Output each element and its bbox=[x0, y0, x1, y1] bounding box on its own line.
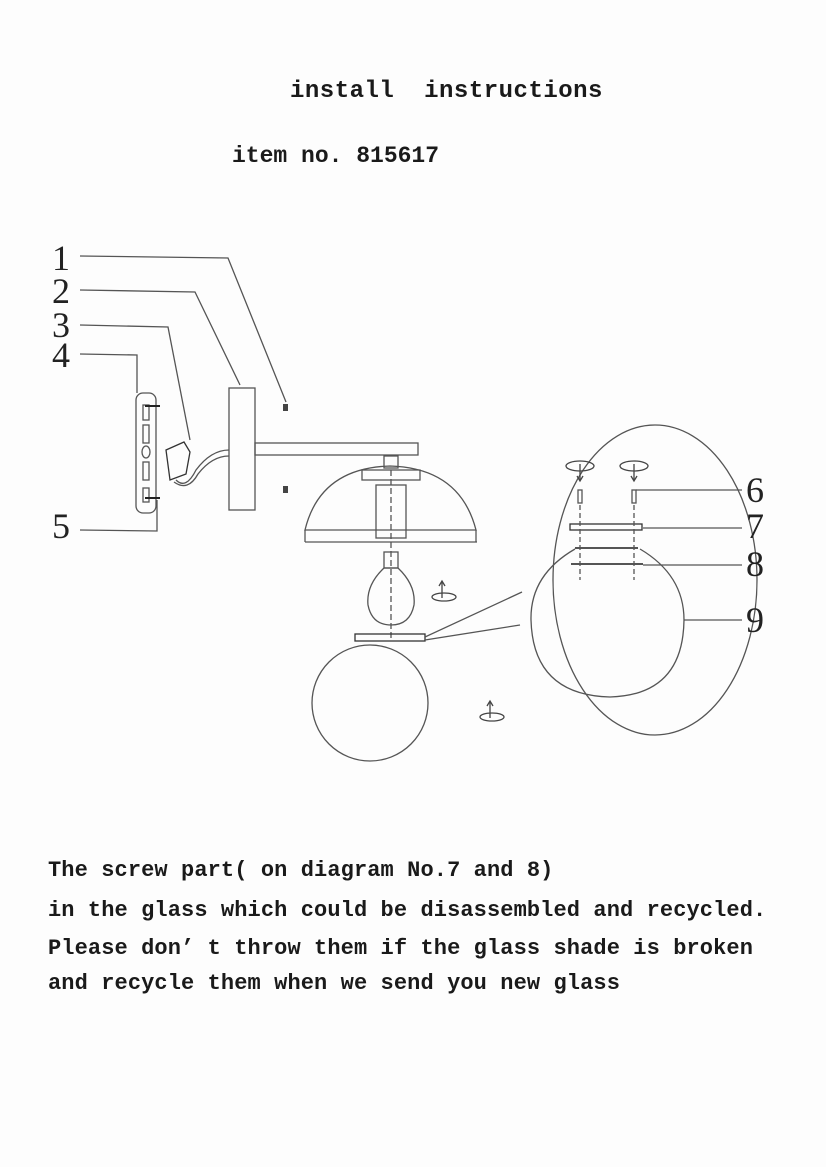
note-line: and recycle them when we send you new glass bbox=[48, 971, 620, 996]
fitter-ring-detail bbox=[570, 524, 642, 530]
glass-globe bbox=[312, 645, 428, 761]
canopy bbox=[229, 388, 255, 510]
item-number: item no. 815617 bbox=[232, 143, 440, 169]
leader-5 bbox=[80, 500, 157, 531]
part-label-4: 4 bbox=[52, 335, 70, 375]
note-line: The screw part( on diagram No.7 and 8) bbox=[48, 858, 554, 883]
detail-callout bbox=[553, 425, 757, 735]
rotate-icon bbox=[432, 581, 456, 601]
part-label-8: 8 bbox=[746, 544, 764, 584]
mounting-plate bbox=[136, 393, 156, 513]
rotate-icon bbox=[620, 461, 648, 481]
part-label-7: 7 bbox=[746, 506, 764, 546]
part-label-5: 5 bbox=[52, 506, 70, 546]
rotate-icon bbox=[566, 461, 594, 481]
nut-bottom bbox=[283, 486, 288, 493]
part-label-2: 2 bbox=[52, 271, 70, 311]
page-title: install instructions bbox=[290, 78, 603, 105]
part-label-3: 3 bbox=[52, 305, 70, 345]
screw-pin bbox=[578, 490, 582, 503]
screw-pin bbox=[632, 490, 636, 503]
wire bbox=[176, 450, 229, 483]
terminal-block bbox=[166, 442, 190, 480]
note-line: Please don’ t throw them if the glass shade is broken bbox=[48, 936, 754, 961]
note-line: in the glass which could be disassembled and recycled. bbox=[48, 898, 767, 923]
leader-3 bbox=[80, 325, 190, 440]
leader-1 bbox=[80, 256, 286, 402]
glass-globe-detail bbox=[531, 549, 684, 697]
part-label-9: 9 bbox=[746, 600, 764, 640]
leader-2 bbox=[80, 290, 240, 385]
part-label-1: 1 bbox=[52, 238, 70, 278]
nut-top bbox=[283, 404, 288, 411]
fitter-ring bbox=[355, 634, 425, 641]
leader-4 bbox=[80, 354, 137, 393]
part-label-6: 6 bbox=[746, 470, 764, 510]
arm bbox=[255, 443, 418, 455]
rotate-icon bbox=[480, 701, 504, 721]
